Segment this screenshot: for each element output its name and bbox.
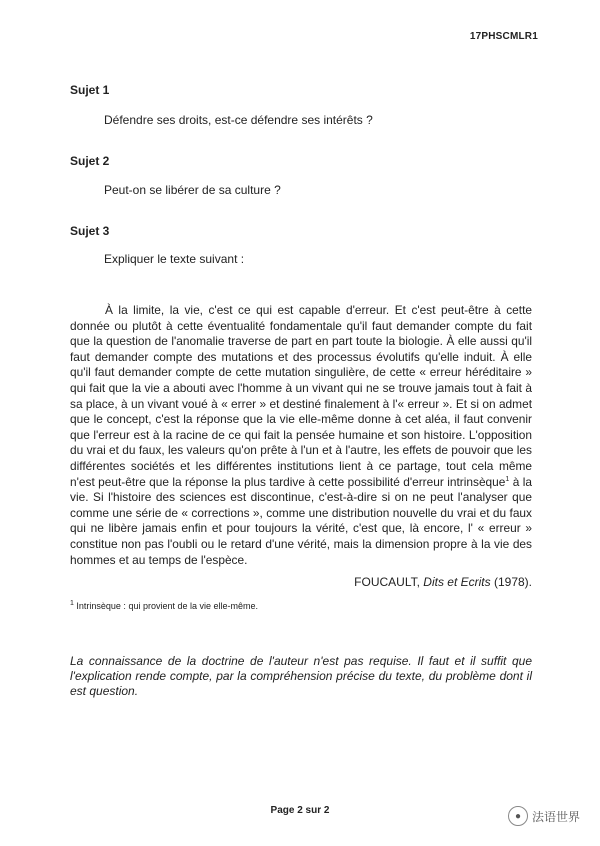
footnote: [70, 601, 258, 611]
watermark-text: 法语世界: [531, 809, 580, 824]
sujet-2-title: Sujet 2: [70, 154, 110, 168]
exam-code: 17PHSCMLR1: [469, 31, 538, 42]
citation-work: Dits et Ecrits: [423, 575, 491, 589]
footnote-mark: 1: [70, 600, 74, 607]
exam-instruction: La connaissance de la doctrine de l'auteur n'est pas requise. Il faut et il suffit que l'explication rende compte, par la compréhension précise du texte, du problème dont il est question.: [70, 654, 532, 698]
sujet-3-text: Expliquer le texte suivant :: [104, 252, 245, 266]
footnote-text: Intrinsèque : qui provient de la vie elle-même.: [73, 601, 259, 611]
passage-part-1: À la limite, la vie, c'est ce qui est capable d'erreur. Et c'est peut-être à cette donnée ou plutôt à cette éventualité fondamentale qu'il faut demander compte du fait que la question de l'anomalie traverse de part en part toute la biologie. À elle aussi qu'il faut demander compte des mutations et des processus évolutifs qu'elle induit. À elle qu'il faut demander compte de cette mutation singulière, de cette « erreur héréditaire » qui fait que la vie a abouti avec l'homme à un vivant qui ne se trouve jamais tout à fait à sa place, à un vivant voué à « errer » et destiné finalement à l'« erreur ». Et si on admet que le concept, c'est la réponse que la vie elle-même donne à cet aléa, il faut convenir que l'erreur est à la racine de ce qui fait la pensée humaine et son histoire. L'opposition du vrai et du faux, les valeurs qu'on prête à l'un et à l'autre, les effets de pouvoir que les différentes sociétés et les différentes institutions lient à ce partage, tout cela même n'est peut-être que la réponse la plus tardive à cette possibilité d'erreur intrinsèque: [70, 303, 532, 489]
wechat-icon: ●: [508, 806, 528, 826]
citation-year: (1978).: [490, 575, 532, 589]
citation-author: FOUCAULT,: [354, 575, 424, 589]
sujet-1-title: Sujet 1: [70, 83, 110, 97]
sujet-3-title: Sujet 3: [70, 224, 110, 238]
citation-source: [354, 575, 532, 589]
page-number: Page 2 sur 2: [270, 805, 330, 816]
footnote-reference: 1: [505, 475, 510, 483]
sujet-1-text: Défendre ses droits, est-ce défendre ses intérêts ?: [104, 113, 373, 127]
passage-text: [70, 303, 532, 568]
passage-part-2: à la vie. Si l'histoire des sciences est discontinue, c'est-à-dire si on ne peut l'analyser que comme une série de « corrections », comme une distribution nouvelle du vrai et du faux qui ne libère jamais enfin et pour toujours la vérité, c'est que, là encore, l' « erreur » constitue non pas l'oubli ou le retard d'une vérité, mais la dimension propre à la vie des hommes et au temps de l'espèce.: [70, 474, 532, 567]
sujet-2-text: Peut-on se libérer de sa culture ?: [104, 183, 281, 197]
watermark: [508, 806, 580, 826]
